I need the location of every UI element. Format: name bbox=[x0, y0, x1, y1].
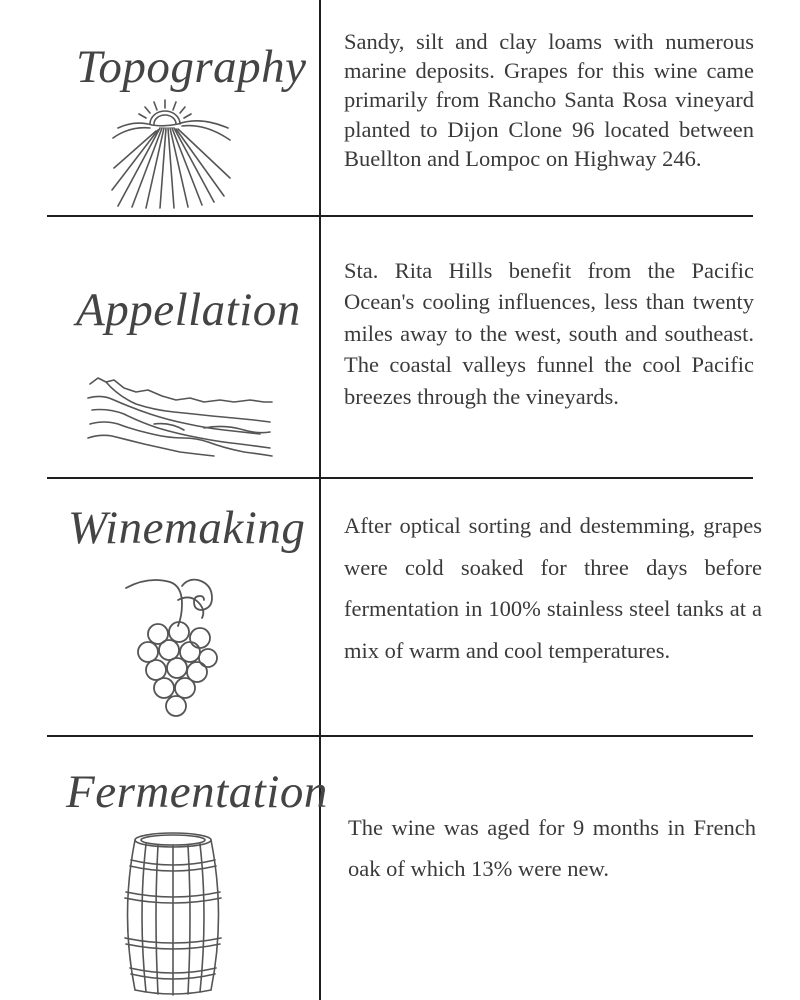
section-heading: Winemaking bbox=[68, 502, 306, 554]
section-heading: Appellation bbox=[76, 284, 301, 336]
section-text: After optical sorting and destemming, grapes were cold soaked for three days before fermentation in 100% stainless steel tanks at a mix of warm and cool temperatures. bbox=[344, 513, 762, 663]
section-text: Sta. Rita Hills benefit from the Pacific Ocean's cooling influences, less than twenty miles away to the west, south and southeast. The coastal valleys funnel the cool Pacific breezes through the vineyards. bbox=[344, 258, 754, 409]
section-text: The wine was aged for 9 months in French oak of which 13% were new. bbox=[348, 815, 756, 881]
grape-cluster-icon bbox=[118, 574, 228, 719]
row-divider-1 bbox=[47, 215, 753, 217]
column-divider bbox=[319, 0, 321, 1000]
row-divider-2 bbox=[47, 477, 753, 479]
mountain-hills-icon bbox=[84, 372, 274, 460]
sun-over-vineyard-icon bbox=[110, 98, 235, 210]
section-heading: Topography bbox=[76, 41, 307, 93]
section-text: Sandy, silt and clay loams with numerous marine deposits. Grapes for this wine came primarily from Rancho Santa Rosa vineyard planted to Dijon Clone 96 located between Buellton and Lompoc on Highway 246. bbox=[344, 29, 754, 171]
row-divider-3 bbox=[47, 735, 753, 737]
section-heading: Fermentation bbox=[66, 766, 328, 818]
oak-barrel-icon bbox=[118, 830, 228, 1000]
